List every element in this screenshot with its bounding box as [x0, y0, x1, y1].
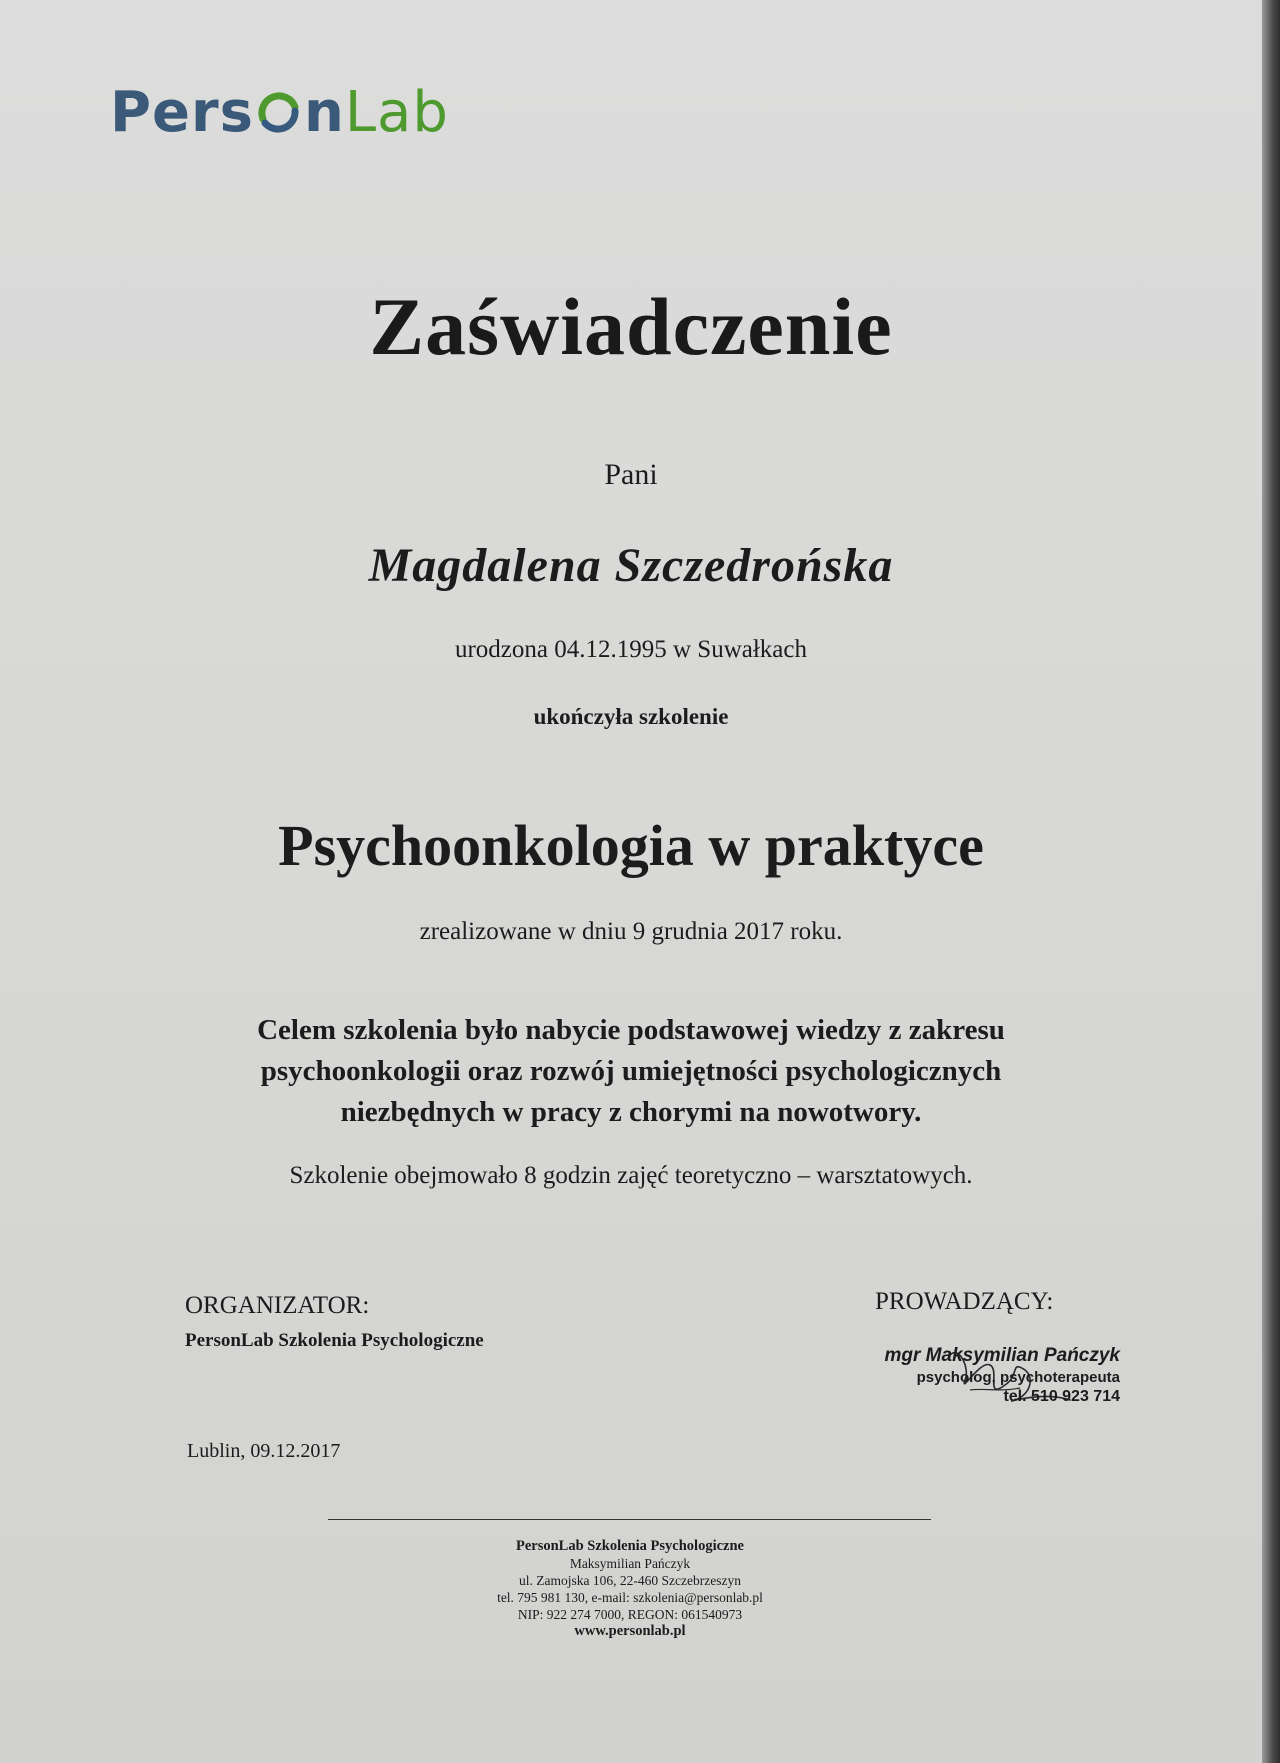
footer-company: PersonLab Szkolenia Psychologiczne	[516, 1538, 744, 1554]
recipient-name: Magdalena Szczedrońska	[368, 539, 894, 592]
course-title: Psychoonkologia w praktyce	[278, 813, 984, 878]
course-hours: Szkolenie obejmowało 8 godzin zajęć teoretyczno – warsztatowych.	[289, 1162, 973, 1189]
realized-date-text: zrealizowane w dniu 9 grudnia 2017 roku.	[419, 918, 843, 945]
salutation: Pani	[604, 458, 658, 491]
footer-divider	[328, 1519, 931, 1520]
course-aim	[0, 1010, 1262, 1133]
paper-edge-shadow	[1262, 0, 1280, 1763]
footer-contact: tel. 795 981 130, e-mail: szkolenia@personlab.pl	[497, 1590, 763, 1605]
footer	[330, 1538, 930, 1640]
leader-role: psycholog, psychoterapeuta	[916, 1369, 1120, 1386]
place-and-date: Lublin, 09.12.2017	[187, 1440, 341, 1462]
organizer-label: ORGANIZATOR:	[185, 1292, 370, 1319]
personlab-logo	[110, 80, 449, 145]
logo-o-swirl-icon	[255, 89, 303, 137]
footer-ids: NIP: 922 274 7000, REGON: 061540973	[517, 1607, 743, 1622]
footer-website: www.personlab.pl	[574, 1623, 686, 1639]
footer-address: ul. Zamojska 106, 22-460 Szczebrzeszyn	[519, 1573, 741, 1588]
certificate-title: Zaświadczenie	[369, 281, 893, 372]
aim-line: Celem szkolenia było nabycie podstawowej wiedzy z zakresu	[257, 1014, 1005, 1046]
aim-line: niezbędnych w pracy z chorymi na nowotwory.	[340, 1096, 922, 1128]
leader-stamp	[880, 1345, 1120, 1406]
completed-text: ukończyła szkolenie	[533, 704, 729, 729]
footer-person: Maksymilian Pańczyk	[569, 1556, 691, 1571]
leader-phone: tel. 510 923 714	[1003, 1388, 1120, 1405]
aim-line: psychoonkologii oraz rozwój umiejętności psychologicznych	[260, 1055, 1002, 1087]
leader-name: mgr Maksymilian Pańczyk	[884, 1345, 1120, 1366]
leader-label: PROWADZĄCY:	[875, 1288, 1054, 1315]
organizer-name: PersonLab Szkolenia Psychologiczne	[185, 1330, 484, 1351]
logo-text-pers: Pers	[110, 80, 254, 145]
logo-text-n: n	[303, 80, 345, 145]
logo-text-lab: Lab	[344, 80, 449, 145]
birth-info: urodzona 04.12.1995 w Suwałkach	[454, 636, 807, 663]
